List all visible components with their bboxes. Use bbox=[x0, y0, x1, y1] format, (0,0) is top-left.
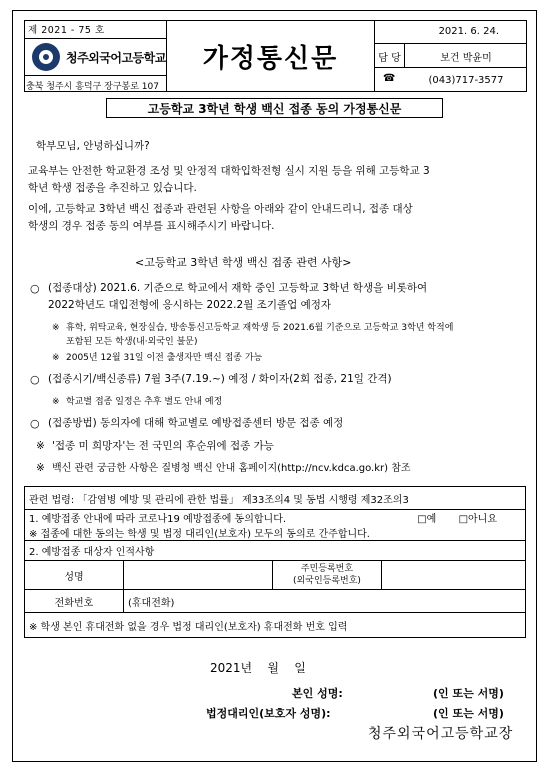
bullet-circle: ○ bbox=[30, 417, 40, 430]
note-symbol: ※ bbox=[52, 397, 60, 407]
notice-subtitle: 고등학교 3학년 학생 백신 접종 동의 가정통신문 bbox=[106, 98, 443, 118]
item-3: (접종방법) 동의자에 대해 학교별로 예방접종센터 방문 접종 예정 bbox=[48, 417, 344, 429]
consent-question-cell bbox=[25, 510, 526, 541]
note-b: 백신 관련 궁금한 사항은 질병청 백신 안내 홈페이지(http://ncv.kdca.go.kr) 참조 bbox=[52, 463, 411, 474]
rrn-label-cell bbox=[273, 561, 382, 590]
bullet-circle: ○ bbox=[30, 282, 40, 295]
issue-date: 2021. 6. 24. bbox=[375, 20, 527, 44]
issue-number: 제 2021 - 75 호 bbox=[28, 25, 105, 36]
rrn-label: 주민등록번호 bbox=[300, 564, 354, 574]
self-sign-hint: (인 또는 서명) bbox=[433, 687, 504, 700]
principal-signature: 청주외국어고등학교장 bbox=[368, 726, 514, 742]
school-address: 충북 청주시 흥덕구 장구봉로 107 bbox=[26, 82, 159, 92]
law-reference: 관련 법령: 「감염병 예방 및 관리에 관한 법률」 제33조의4 및 동법 시행령 제32조의3 bbox=[25, 487, 526, 510]
contact-phone: (043)717-3577 bbox=[428, 74, 504, 86]
name-field[interactable] bbox=[124, 561, 273, 590]
paragraph-2-line-1: 이에, 고등학교 3학년 백신 접종과 관련된 사항을 아래와 같이 안내드리니, 접종 대상 bbox=[28, 203, 413, 215]
school-emblem-icon bbox=[32, 43, 60, 71]
self-name-label: 본인 성명: bbox=[292, 687, 343, 700]
note-symbol: ※ bbox=[36, 440, 45, 452]
section-title: <고등학교 3학년 학생 백신 접종 관련 사항> bbox=[135, 256, 352, 269]
phone-footnote: ※ 학생 본인 휴대전화 없을 경우 법정 대리인(보호자) 휴대전화 번호 입력 bbox=[25, 613, 526, 638]
paragraph-1-line-1: 교육부는 안전한 학교환경 조성 및 안정적 대학입학전형 실시 지원 등을 위해 고등학교 3 bbox=[28, 165, 430, 177]
note-symbol: ※ bbox=[52, 323, 60, 333]
rrn-field[interactable] bbox=[382, 561, 526, 590]
item-2: (접종시기/백신종류) 7월 3주(7.19.~) 예정 / 화이자(2회 접종, 21일 간격) bbox=[48, 373, 392, 385]
item-1-note-1-line-2: 포함된 모든 학생(내·외국인 불문) bbox=[66, 337, 198, 347]
note-a: '접종 미 희망자'는 전 국민의 후순위에 접종 가능 bbox=[52, 440, 274, 452]
manager-name: 보건 박윤미 bbox=[440, 52, 492, 64]
manager-label: 담 당 bbox=[375, 44, 405, 68]
phone-label: 전화번호 bbox=[25, 590, 124, 613]
foreign-id-label: (외국인등록번호) bbox=[293, 576, 361, 586]
greeting: 학부모님, 안녕하십니까? bbox=[36, 140, 150, 152]
signature-date: 2021년 월 일 bbox=[210, 661, 306, 675]
consent-note: ※ 접종에 대한 동의는 학생 및 법정 대리인(보호자) 모두의 동의로 간주합니다. bbox=[29, 529, 370, 540]
school-logo-row bbox=[24, 38, 167, 76]
personal-info-heading: 2. 예방접종 대상자 인적사항 bbox=[25, 541, 526, 561]
note-symbol: ※ bbox=[36, 462, 45, 474]
name-label: 성명 bbox=[25, 561, 124, 590]
item-1-note-2: 2005년 12월 31일 이전 출생자만 백신 접종 가능 bbox=[66, 353, 263, 363]
phone-field[interactable]: (휴대전화) bbox=[124, 590, 526, 613]
consent-form-table bbox=[24, 486, 526, 638]
item-2-note: 학교별 접종 일정은 추후 별도 안내 예정 bbox=[66, 397, 223, 407]
consent-question: 1. 예방접종 안내에 따라 코로나19 예방접종에 동의합니다. bbox=[29, 514, 287, 525]
title-cell bbox=[167, 20, 375, 92]
paragraph-1-line-2: 학년 학생 접종을 추진하고 있습니다. bbox=[28, 182, 197, 194]
guardian-sign-hint: (인 또는 서명) bbox=[433, 707, 504, 720]
item-1-note-1-line-1: 휴학, 위탁교육, 현장실습, 방송통신고등학교 재학생 등 2021.6월 기준으로 고등학교 3학년 학적에 bbox=[66, 323, 454, 333]
guardian-name-label: 법정대리인(보호자 성명): bbox=[206, 707, 331, 720]
item-1-line-2: 2022학년도 대입전형에 응시하는 2022.2월 조기졸업 예정자 bbox=[48, 299, 332, 311]
school-name: 청주외국어고등학교 bbox=[66, 50, 166, 65]
consent-no-checkbox[interactable]: □아니요 bbox=[458, 514, 497, 525]
page-title: 가정통신문 bbox=[202, 43, 339, 74]
consent-yes-checkbox[interactable]: □예 bbox=[417, 514, 437, 525]
phone-icon: ☎ bbox=[383, 73, 396, 84]
item-1-line-1: (접종대상) 2021.6. 기준으로 학교에서 재학 중인 고등학교 3학년 학생을 비롯하여 bbox=[48, 282, 428, 294]
note-symbol: ※ bbox=[52, 353, 60, 363]
paragraph-2-line-2: 학생의 경우 접종 동의 여부를 표시해주시기 바랍니다. bbox=[28, 220, 275, 232]
bullet-circle: ○ bbox=[30, 373, 40, 386]
